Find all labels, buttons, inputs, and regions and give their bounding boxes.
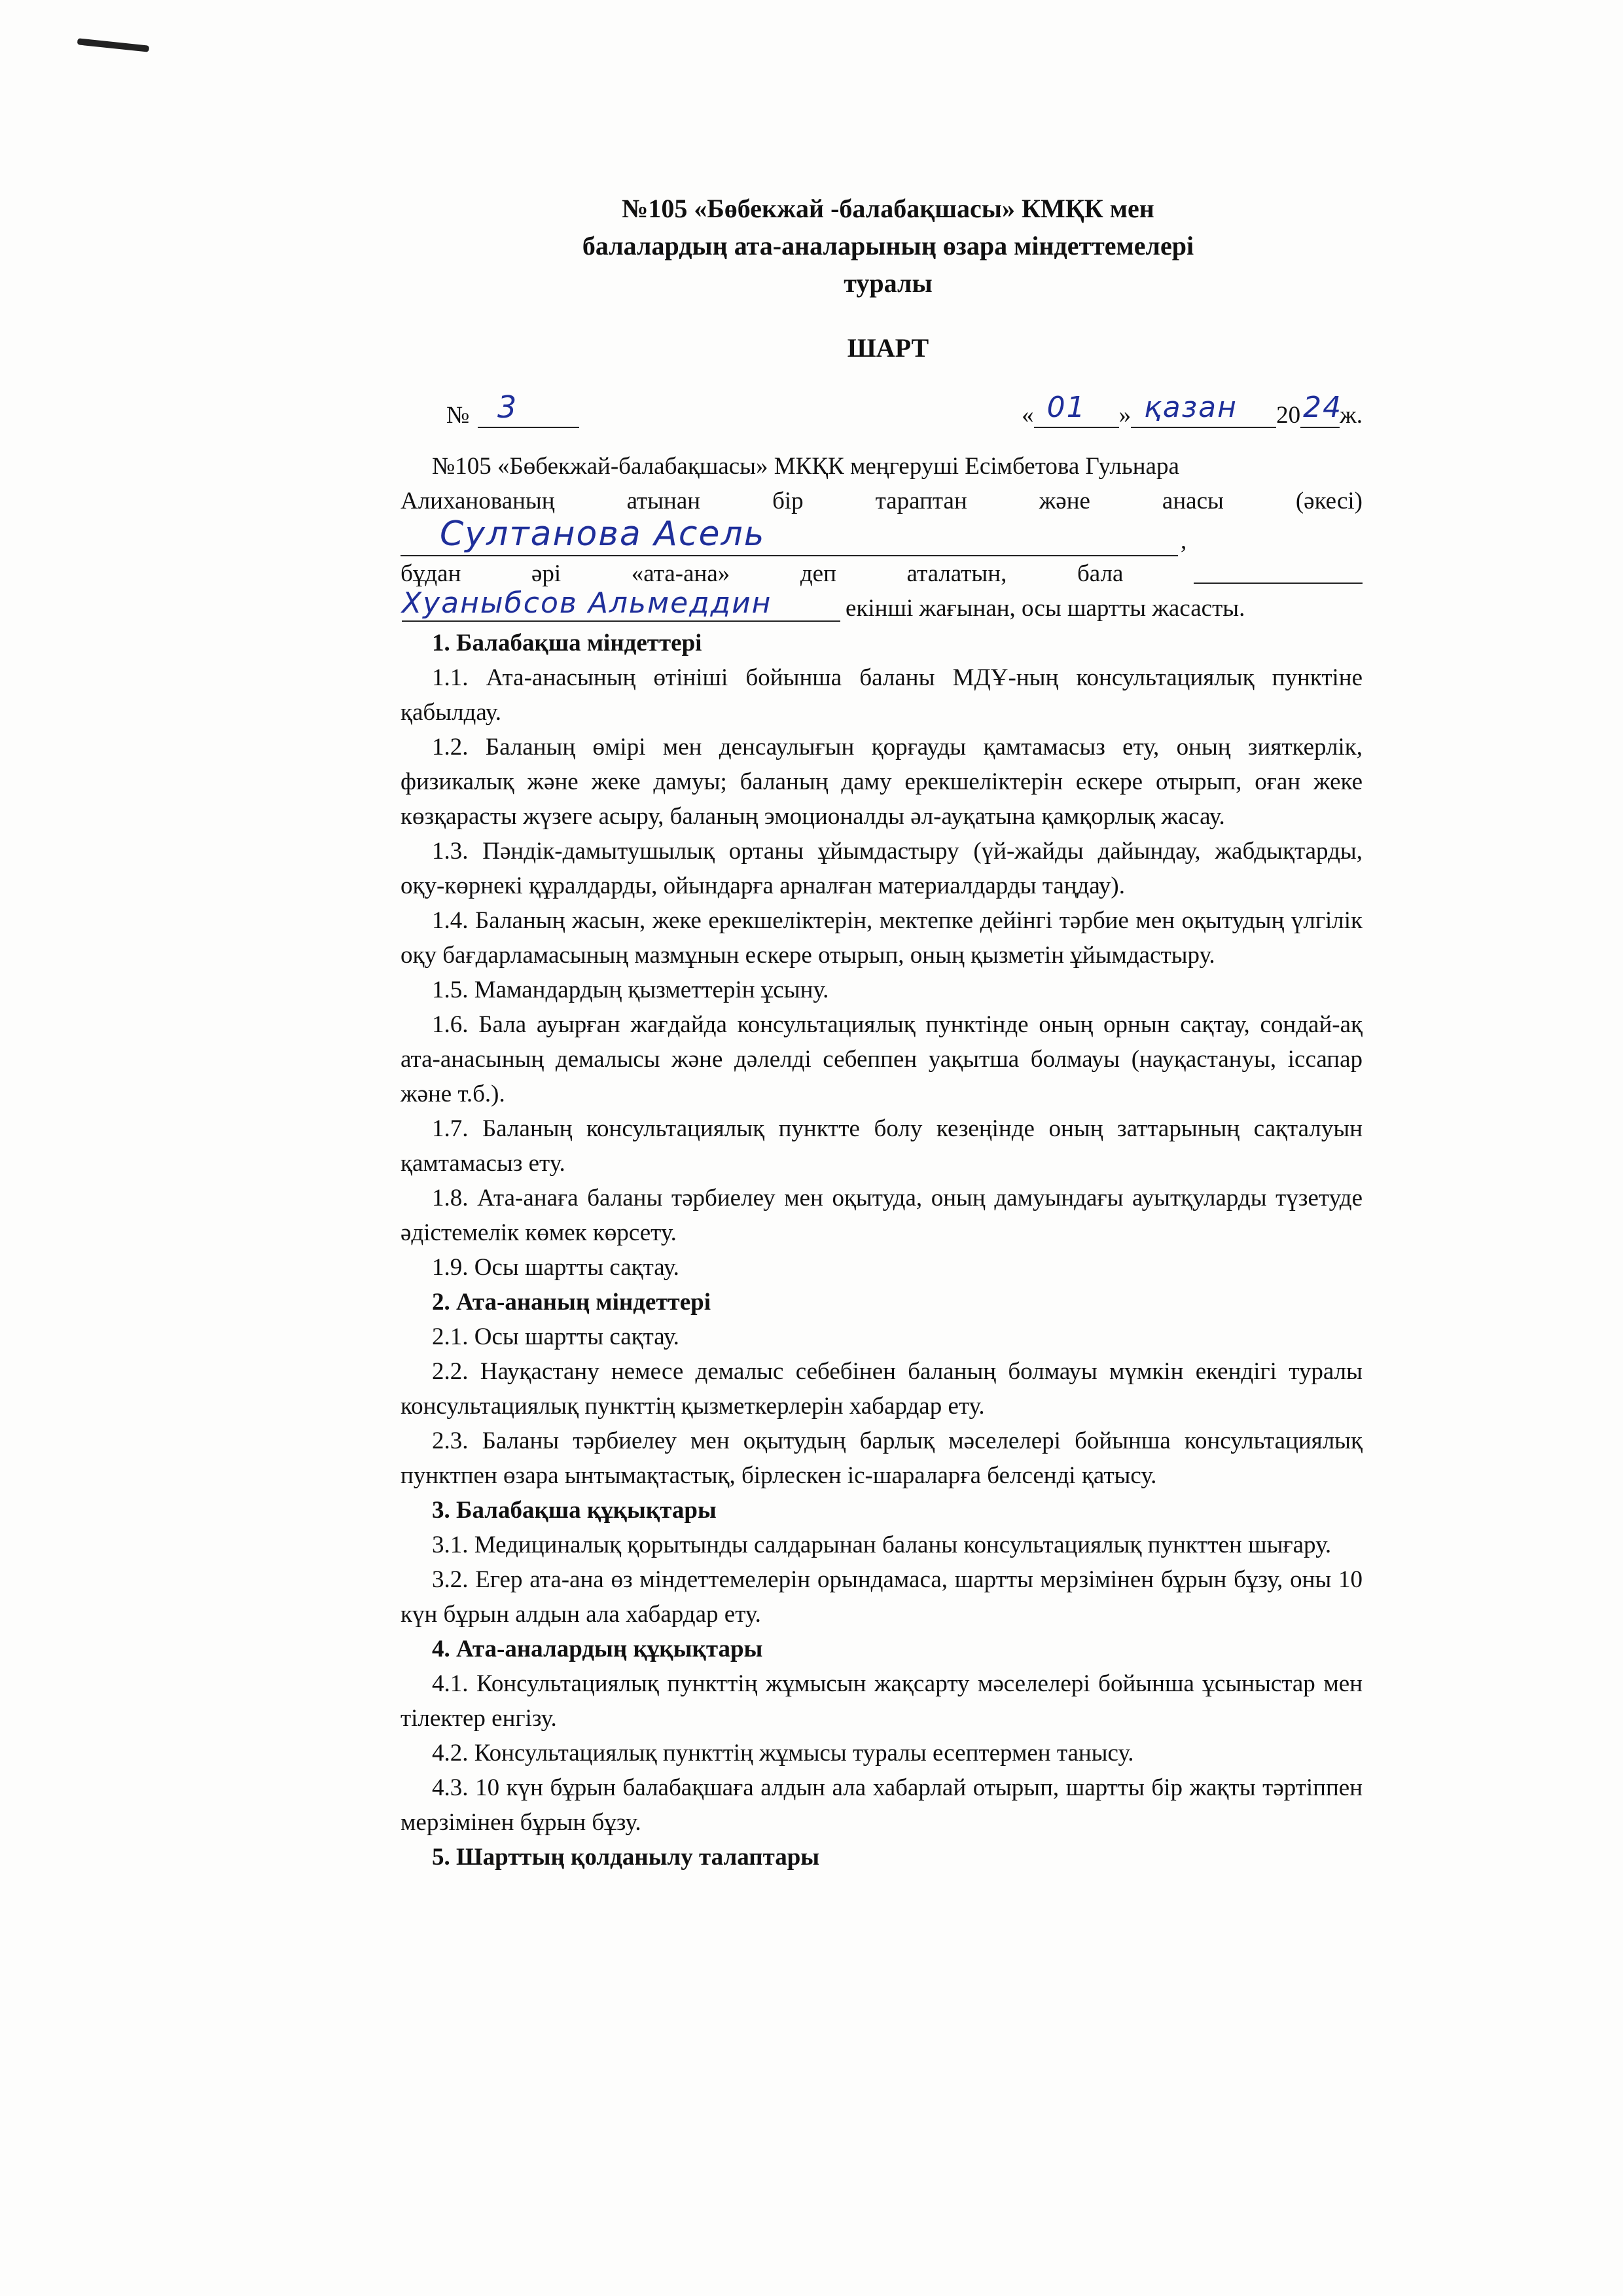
intro-paragraph — [401, 449, 1363, 626]
section-item: 4.3. 10 күн бұрын балабақшаға алдын ала хабарлай отырып, шартты бір жақты тәртіппен мерзімінен бұрын бұзу. — [401, 1774, 1363, 1836]
intro-line-3-word: «ата-ана» — [631, 560, 730, 587]
date-day-handwritten: 01 — [1046, 391, 1086, 424]
number-date-row — [401, 389, 1363, 437]
section-item: 3.2. Егер ата-ана өз міндеттемелерін орындамаса, шартты мерзімінен бұрын бұзу, оны 10 күн бұрын алдын ала хабардар ету. — [401, 1566, 1363, 1628]
scan-mark — [77, 38, 149, 52]
intro-line-2-word: (әкесі) — [1295, 488, 1363, 514]
section-item: 1.4. Баланың жасын, жеке ерекшеліктерін, мектепке дейінгі тәрбие мен оқытудың үлгілік оқу бағдарламасының мазмұнын ескере отырып, оның қызметін ұйымдастыру. — [401, 907, 1363, 969]
section-heading: 1. Балабақша міндеттері — [432, 630, 702, 656]
date-month-field — [1131, 391, 1276, 428]
date-quote-open: « — [1022, 402, 1034, 429]
contract-sections — [401, 626, 1363, 1874]
intro-line-3-word: деп — [800, 560, 836, 587]
date-year-handwritten: 24 — [1303, 391, 1343, 424]
section-item: 1.9. Осы шартты сақтау. — [432, 1254, 679, 1281]
section-item: 1.5. Мамандардың қызметтерін ұсыну. — [432, 977, 829, 1003]
intro-line-3-word: бала — [1077, 560, 1124, 587]
contract-number-label: № — [446, 402, 470, 429]
title-line-1: №105 «Бөбекжай -балабақшасы» КМҚК мен — [622, 194, 1154, 223]
intro-line-2-word: Алиханованың — [401, 488, 555, 514]
intro-line-2-word: тараптан — [875, 488, 967, 514]
document-type: ШАРТ — [847, 333, 929, 363]
intro-line-2-word: және — [1039, 488, 1090, 514]
parent-name-handwritten: Султанова Асель — [440, 514, 766, 554]
intro-line-3-word: бұдан — [401, 560, 461, 587]
section-item: 1.6. Бала ауырған жағдайда консультациялық пунктінде оның орнын сақтау, сондай-ақ ата-анасының демалысы және дәлелді себеппен уақытша болмауы (науқастануы, іссапар және т.б.). — [401, 1011, 1363, 1107]
section-heading: 3. Балабақша құқықтары — [432, 1497, 717, 1524]
section-item: 1.7. Баланың консультациялық пунктте болу кезеңінде оның заттарының сақталуын қамтамасыз ету. — [401, 1115, 1363, 1177]
title-line-2: балалардың ата-аналарының өзара міндеттемелері — [582, 231, 1194, 260]
contract-number-handwritten: 3 — [497, 389, 518, 425]
date-quote-close: » — [1118, 402, 1132, 429]
date-year-prefix: 20 — [1276, 402, 1301, 429]
section-item: 4.2. Консультациялық пункттің жұмысы туралы есептермен танысу. — [432, 1740, 1134, 1767]
contract-number-field — [478, 389, 579, 428]
date-year-field — [1300, 391, 1343, 428]
intro-line-1: №105 «Бөбекжай-балабақшасы» МКҚК меңгеруші Есімбетова Гульнара — [432, 453, 1179, 480]
child-name-field-start — [1194, 556, 1363, 584]
date-month-handwritten: қазан — [1144, 391, 1238, 424]
parent-name-field — [401, 514, 1178, 556]
child-name-handwritten: Хуаныбсов Альмеддин — [402, 586, 840, 622]
section-heading: 2. Ата-ананың міндеттері — [432, 1289, 711, 1316]
section-item: 2.3. Баланы тәрбиелеу мен оқытудың барлық мәселелері бойынша консультациялық пунктпен өзара ынтымақтастық, бірлескен іс-шараларға белсенді қатысу. — [401, 1427, 1363, 1489]
title-line-3: туралы — [844, 268, 933, 298]
section-item: 1.2. Баланың өмірі мен денсаулығын қорғауды қамтамасыз ету, оның зияткерлік, физикалық және жеке дамуы; баланың даму ерекшеліктерін ескере отырып, оған жеке көзқарасты жүзеге асыру, баланың эмоционалды әл-ауқатына қамқорлық жасау. — [401, 734, 1363, 830]
section-item: 1.3. Пәндік-дамытушылық ортаны ұйымдастыру (үй-жайды дайындау, жабдықтарды, оқу-көрнекі құралдарды, ойындарға арналған материалдарды таңдау). — [401, 838, 1363, 899]
parent-name-comma: , — [1181, 528, 1187, 554]
section-item: 2.2. Науқастану немесе демалыс себебінен баланың болмауы мүмкін екендігі туралы консультациялық пункттің қызметкерлерін хабардар ету. — [401, 1358, 1363, 1420]
intro-line-2-word: атынан — [626, 488, 701, 514]
date-day-field — [1034, 391, 1119, 428]
contract-date — [1022, 391, 1363, 433]
child-name-row — [401, 586, 1363, 626]
section-item: 3.1. Медициналық қорытынды салдарынан баланы консультациялық пункттен шығару. — [432, 1532, 1332, 1558]
document-page — [401, 190, 1363, 1874]
intro-line-2 — [401, 484, 1363, 518]
intro-line-4-rest: екінші жағынан, осы шартты жасасты. — [846, 595, 1245, 622]
section-item: 4.1. Консультациялық пункттің жұмысын жақсарту мәселелері бойынша ұсыныстар мен тілектер енгізу. — [401, 1670, 1363, 1732]
section-item: 1.1. Ата-анасының өтініші бойынша баланы МДҰ-ның консультациялық пунктіне қабылдау. — [401, 664, 1363, 726]
intro-line-2-word: анасы — [1162, 488, 1224, 514]
intro-line-2-word: бір — [772, 488, 804, 514]
intro-line-3-word: әрі — [531, 560, 562, 587]
section-heading: 4. Ата-аналардың құқықтары — [432, 1636, 763, 1662]
section-item: 2.1. Осы шартты сақтау. — [432, 1323, 679, 1350]
parent-name-row — [401, 514, 1363, 556]
title-block — [414, 190, 1363, 367]
date-year-suffix: ж. — [1340, 402, 1363, 429]
section-item: 1.8. Ата-анаға баланы тәрбиелеу мен оқытуда, оның дамуындағы ауытқуларды түзетуде әдістемелік көмек көрсету. — [401, 1185, 1363, 1246]
intro-line-3-word: аталатын, — [906, 560, 1007, 587]
section-heading: 5. Шарттың қолданылу талаптары — [432, 1844, 820, 1871]
